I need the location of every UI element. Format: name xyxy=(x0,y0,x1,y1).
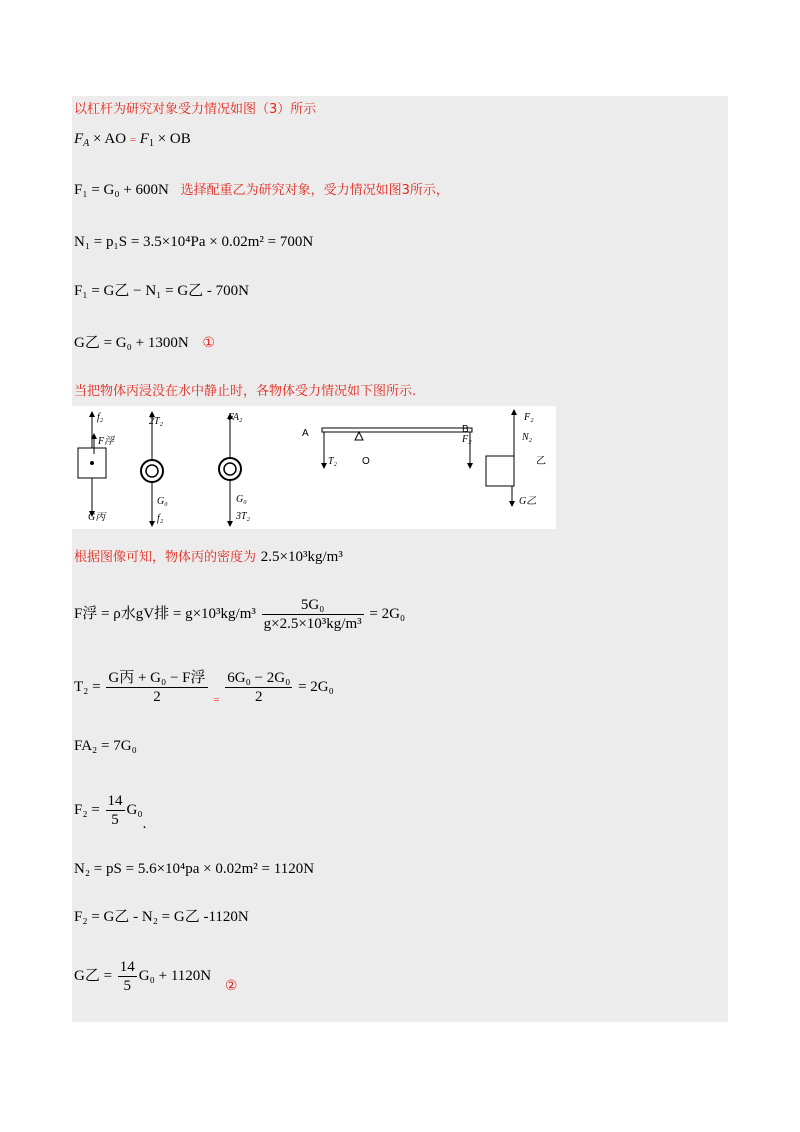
force-diagram-svg xyxy=(72,406,556,529)
equation-torque-balance: $F_A$ × AO = $F_1$ × OB xyxy=(74,131,191,149)
object-bing-diagram xyxy=(78,412,115,523)
svg-text:F₂: F₂ xyxy=(524,412,534,423)
svg-text:O: O xyxy=(362,456,370,467)
density-value: 2.5×10³kg/m³ xyxy=(260,549,343,565)
equation-f1-expansion: F₁ = G乙 − N₁ = G乙 - 700N xyxy=(74,283,250,299)
counterweight-yi-diagram xyxy=(486,412,546,507)
equation-g-yi-1: G乙 = G₀ + 1300N ① xyxy=(74,335,215,351)
svg-text:f₂: f₂ xyxy=(157,513,164,524)
svg-text:T₂: T₂ xyxy=(328,456,338,467)
force-diagram xyxy=(72,406,556,529)
svg-text:3T₂: 3T₂ xyxy=(236,511,251,522)
svg-text:2T₂: 2T₂ xyxy=(149,416,164,427)
pulley-one-diagram xyxy=(141,414,168,524)
note-choose-counterweight: 选择配重乙为研究对象，受力情况如图3所示， xyxy=(180,183,449,198)
svg-text:G₀: G₀ xyxy=(157,496,168,507)
svg-text:FA₂: FA₂ xyxy=(228,412,243,423)
density-line: 根据图像可知，物体丙的密度为 2.5×10³kg/m³ xyxy=(74,549,343,565)
section-heading-immersed: 当把物体丙浸没在水中静止时，各物体受力情况如下图所示. xyxy=(74,384,417,399)
svg-text:B: B xyxy=(462,424,469,435)
svg-text:乙: 乙 xyxy=(536,456,546,467)
svg-text:G₀: G₀ xyxy=(236,494,247,505)
f2-fraction: $\frac{14}{5}$ xyxy=(107,793,123,828)
equation-f2-expansion: F₂ = G乙 - N₂ = G乙 -1120N xyxy=(74,909,249,925)
equation-f2: F₂ = $\frac{14}{5}$ G₀. xyxy=(74,793,147,832)
svg-text:F₂: F₂ xyxy=(462,434,472,445)
svg-text:G乙: G乙 xyxy=(519,496,537,507)
equation-t2: T₂ = $\frac{\text{G丙 + G₀ − F浮}}{2}$ $_=$ $\frac{\text{6G₀ − 2G₀}}{2}$ = 2G₀ xyxy=(74,670,334,706)
g-yi-fraction: $\frac{14}{5}$ xyxy=(119,959,135,994)
equation-marker-1: ① xyxy=(202,336,215,351)
svg-text:N₂: N₂ xyxy=(522,432,533,443)
lever-diagram xyxy=(302,424,472,467)
t2-fraction-1: $\frac{\text{G丙 + G₀ − F浮}}{2}$ xyxy=(108,670,206,705)
intro-text: 以杠杆为研究对象受力情况如图（3）所示 xyxy=(74,102,317,117)
equation-marker-2: ② xyxy=(224,978,238,994)
equation-g-yi-2: G乙 = $\frac{14}{5}$ G₀ + 1120N ② xyxy=(74,959,238,994)
equation-f1: F₁ = G₀ + 600N 选择配重乙为研究对象，受力情况如图3所示， xyxy=(74,182,449,198)
equation-buoyancy: F浮 = ρ水gV排 = g×10³kg/m³ $\frac{\text{5G₀}}{\text{g×2.5×10³kg/m³}}$ = 2G₀ xyxy=(74,597,406,632)
svg-text:f₂: f₂ xyxy=(97,412,104,423)
svg-text:A: A xyxy=(302,428,309,439)
equation-fa2: FA₂ = 7G₀ xyxy=(74,738,137,754)
equation-n1: N₁ = p₁S = 3.5×10⁴Pa × 0.02m² = 700N xyxy=(74,234,314,250)
svg-text:F浮: F浮 xyxy=(98,436,115,447)
pulley-two-diagram xyxy=(219,412,251,524)
svg-text:G丙: G丙 xyxy=(88,512,106,523)
t2-fraction-2: $\frac{\text{6G₀ − 2G₀}}{2}$ xyxy=(227,670,291,705)
equation-n2: N₂ = pS = 5.6×10⁴pa × 0.02m² = 1120N xyxy=(74,861,315,877)
buoyancy-fraction: $\frac{\text{5G₀}}{\text{g×2.5×10³kg/m³}}$ xyxy=(263,597,362,632)
